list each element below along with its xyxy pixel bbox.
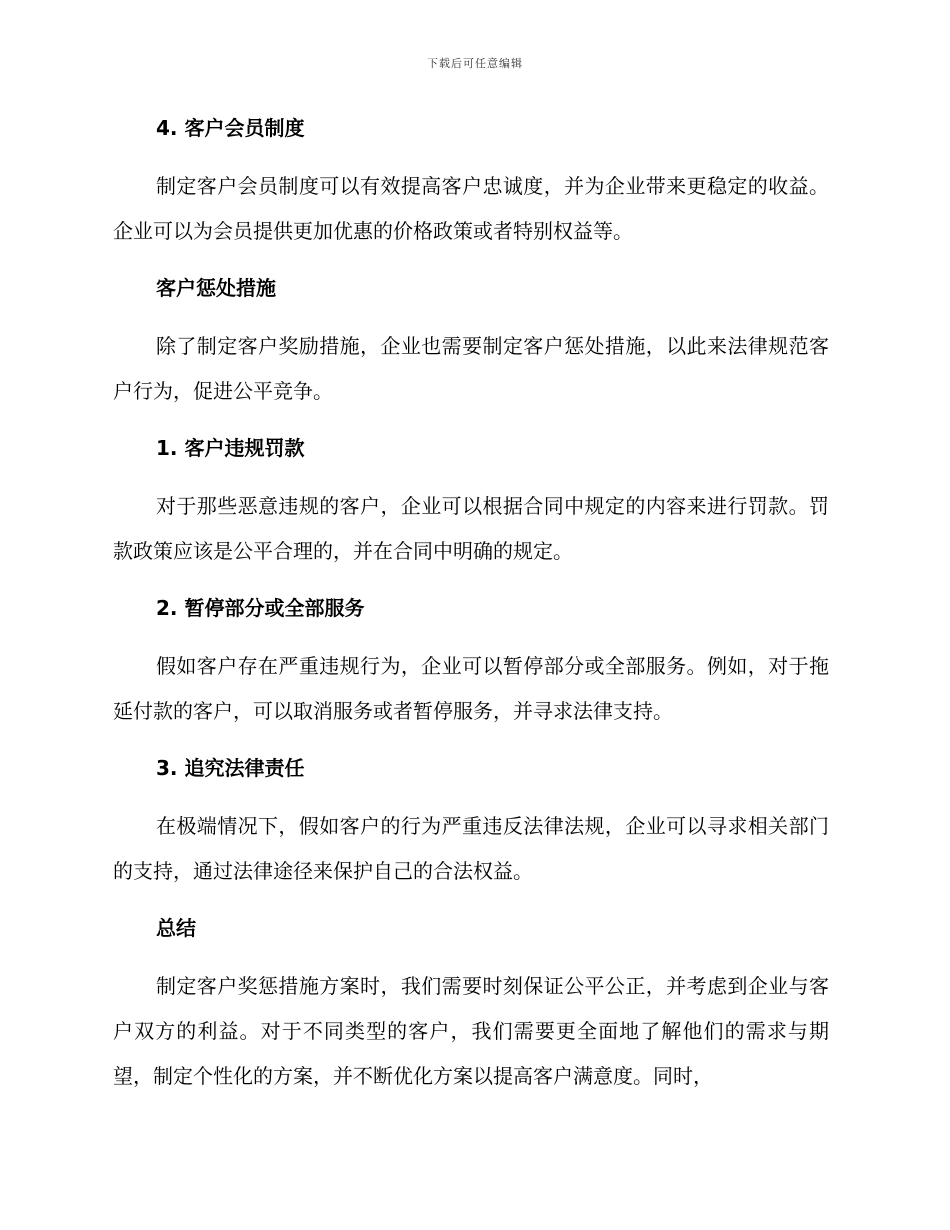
section-heading-summary: 总结: [156, 916, 196, 940]
page-header: 下载后可任意编辑: [427, 57, 523, 70]
paragraph-suspend-service: 假如客户存在严重违规行为，企业可以暂停部分或全部服务。例如，对于拖延付款的客户，可以取消服务或者暂停服务，并寻求法律支持。: [113, 654, 829, 723]
paragraph-summary: 制定客户奖惩措施方案时，我们需要时刻保证公平公正，并考虑到企业与客户双方的利益。对于不同类型的客户，我们需要更全面地了解他们的需求与期望，制定个性化的方案，并不断优化方案以提高客户满意度。同时，: [113, 974, 829, 1088]
paragraph-legal-liability: 在极端情况下，假如客户的行为严重违反法律法规，企业可以寻求相关部门的支持，通过法律途径来保护自己的合法权益。: [113, 814, 829, 883]
section-heading-member-system: 4. 客户会员制度: [156, 116, 305, 140]
paragraph-penalty-measures: 除了制定客户奖励措施，企业也需要制定客户惩处措施，以此来法律规范客户行为，促进公平竞争。: [113, 334, 829, 403]
paragraph-violation-fines: 对于那些恶意违规的客户，企业可以根据合同中规定的内容来进行罚款。罚款政策应该是公平合理的，并在合同中明确的规定。: [113, 494, 829, 563]
section-heading-suspend-service: 2. 暂停部分或全部服务: [156, 596, 365, 620]
section-heading-violation-fines: 1. 客户违规罚款: [156, 436, 305, 460]
section-heading-legal-liability: 3. 追究法律责任: [156, 756, 305, 780]
paragraph-member-system: 制定客户会员制度可以有效提高客户忠诚度，并为企业带来更稳定的收益。企业可以为会员提供更加优惠的价格政策或者特别权益等。: [113, 174, 829, 243]
section-heading-penalty-measures: 客户惩处措施: [156, 276, 276, 300]
